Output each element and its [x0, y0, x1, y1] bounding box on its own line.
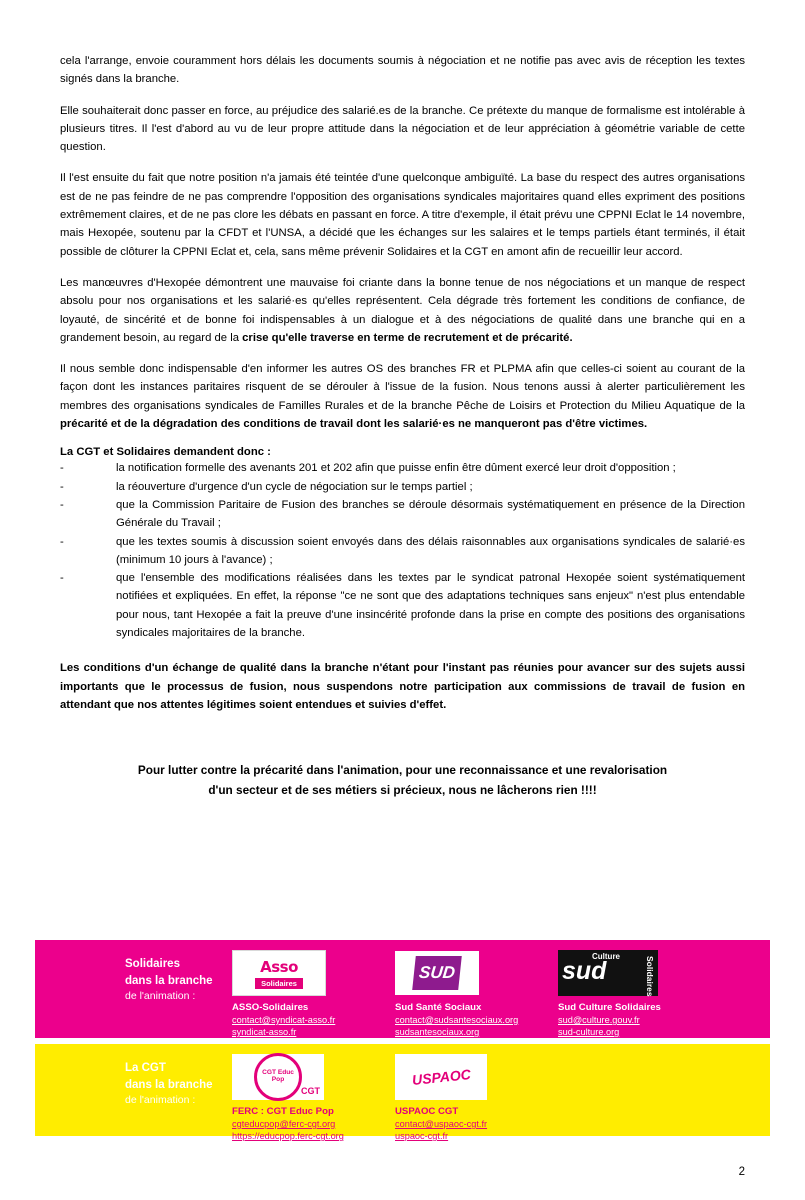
org-asso-solidaires — [232, 950, 395, 1038]
banner-cgt — [35, 1044, 770, 1142]
demand-text: que les textes soumis à discussion soient envoyés dans des délais raisonnables aux organisations syndicales de salarié·es (minimum 10 jours à l'avance) ; — [116, 535, 745, 566]
sud-culture-logo-top: Culture — [592, 952, 620, 961]
paragraph-1: cela l'arrange, envoie couramment hors délais les documents soumis à négociation et ne notifie pas avec avis de réception les textes signés dans la branche. — [60, 55, 745, 86]
org-email-link[interactable]: contact@sudsantesociaux.org — [395, 1014, 519, 1025]
demand-dash: - — [60, 480, 64, 493]
paragraph-2: Elle souhaiterait donc passer en force, au préjudice des salarié.es de la branche. Ce prétexte du manque de formalisme est intolérable à plusieurs titres. Il l'est d'abord au vu de leur propre attitude dans la négociation et de leur appréciation à géométrie variable de cette question. — [60, 104, 745, 154]
demand-text: que l'ensemble des modifications réalisées dans les textes par le syndicat patronal Hexopée soient systématiquement notifiées et expliquées. En effet, la réponse "ce ne sont que des adaptations techniques sans enjeux" n'est plus entendable pour nous, tant Hexopée a fait la preuve d'une insincérité profonde dans la prise en compte des positions des organisations syndicales majoritaires de la branche. — [116, 572, 745, 640]
org-name: Sud Santé Sociaux — [395, 1002, 482, 1013]
page-number: 2 — [738, 1166, 745, 1178]
org-sud-sante-sociaux — [395, 950, 558, 1038]
closing-paragraph: Les conditions d'un échange de qualité dans la branche n'étant pour l'instant pas réunies pour avancer sur des sujets aussi importants que le processus de fusion, nous suspendons notre participation aux commissions de travail de fusion en attendant que nos attentes légitimes soient entendues et suivies d'effet. — [60, 662, 745, 711]
demand-dash: - — [60, 535, 64, 548]
sud-culture-logo-main: sud — [562, 957, 607, 985]
paragraph-5-text: Il nous semble donc indispensable d'en informer les autres OS des branches FR et PLPMA afin que celles-ci soient au courant de la façon dont les instances paritaires risquent de se dérouler à l'issue de la fusion. Nous tenons aussi à alerter particulièrement les membres des organisations syndicales de Familles Rurales et de la branche Pêche de Loisirs et Protection du Milieu Aquatique de la — [60, 363, 745, 412]
org-website-link[interactable]: uspaoc-cgt.fr — [395, 1131, 449, 1142]
banner-heading-line1: La CGT — [125, 1062, 166, 1074]
org-email-link[interactable]: contact@syndicat-asso.fr — [232, 1014, 336, 1025]
demand-item-2 — [60, 478, 745, 496]
org-email-link[interactable]: contact@uspaoc-cgt.fr — [395, 1118, 488, 1129]
org-name: ASSO-Solidaires — [232, 1002, 309, 1013]
banner-heading-line2: dans la branche — [125, 1078, 213, 1091]
sud-culture-solidaires-icon — [558, 950, 713, 996]
slogan — [60, 760, 745, 800]
ferc-logo-ring: CGT Educ Pop — [254, 1053, 302, 1101]
banner-heading-line3: de l'animation : — [125, 990, 196, 1003]
org-sud-culture-solidaires — [558, 950, 721, 1038]
demands-title: La CGT et Solidaires demandent donc : — [60, 446, 271, 459]
demand-item-4 — [60, 533, 745, 570]
slogan-line-1: Pour lutter contre la précarité dans l'animation, pour une reconnaissance et une revalorisation — [137, 763, 668, 778]
demand-dash: - — [60, 572, 64, 585]
demand-dash: - — [60, 462, 64, 475]
demand-dash: - — [60, 498, 64, 511]
paragraph-4-text: Les manœuvres d'Hexopée démontrent une mauvaise foi criante dans la bonne tenue de nos négociations et un manque de respect absolu pour nos organisations et les salarié·es qu'elles représentent. Cela dégrade très fortement les conditions de confiance, de loyauté, de sincérité et de bonne foi indispensables à un dialogue et à des négociations de qualité dans une branche qui en a grandement besoin, au regard de la — [60, 276, 745, 344]
paragraph-5 — [60, 360, 745, 433]
org-email-link[interactable]: cgteducpop@ferc-cgt.org — [232, 1118, 336, 1129]
asso-solidaires-icon — [232, 950, 387, 996]
banner-heading-line3: de l'animation : — [125, 1094, 196, 1107]
banner-heading-line1: Solidaires — [125, 958, 180, 970]
paragraph-4 — [60, 274, 745, 347]
footer-banners — [35, 940, 770, 1142]
uspaoc-logo-text: USPAOC — [410, 1065, 472, 1089]
org-ferc-cgt-educ-pop — [232, 1054, 395, 1142]
ferc-logo-cgt: CGT — [301, 1086, 320, 1096]
sud-culture-logo-side: Solidaires — [645, 956, 655, 997]
asso-logo-bottom: Solidaires — [255, 978, 303, 989]
sud-sante-logo-text: SUD — [412, 956, 462, 990]
org-uspaoc-cgt — [395, 1054, 558, 1142]
demand-item-1 — [60, 459, 745, 477]
ferc-cgt-educ-pop-icon — [232, 1054, 387, 1100]
banner-solidaires-heading — [47, 950, 232, 1005]
org-website-link[interactable]: syndicat-asso.fr — [232, 1027, 297, 1038]
org-website-link[interactable]: sud-culture.org — [558, 1027, 620, 1038]
banner-solidaires — [35, 940, 770, 1038]
org-name: USPAOC CGT — [395, 1106, 459, 1117]
banner-cgt-heading — [47, 1054, 232, 1109]
demand-text: que la Commission Paritaire de Fusion des branches se déroule désormais systématiquement en présence de la Direction Générale du Travail ; — [116, 498, 745, 530]
asso-logo-top: Asso — [260, 957, 298, 976]
banner-heading-line2: dans la branche — [125, 974, 213, 987]
slogan-line-2: d'un secteur et de ses métiers si précieux, nous ne lâcherons rien !!!! — [208, 783, 597, 798]
org-website-link[interactable]: https://educpop.ferc-cgt.org — [232, 1131, 344, 1142]
demand-text: la notification formelle des avenants 201 et 202 afin que puisse enfin être dûment exercé leur droit d'opposition ; — [116, 462, 676, 475]
org-email-link[interactable]: sud@culture.gouv.fr — [558, 1014, 640, 1025]
demand-item-3 — [60, 496, 745, 533]
org-website-link[interactable]: sudsantesociaux.org — [395, 1027, 480, 1038]
paragraph-5-emphasis: précarité et de la dégradation des conditions de travail dont les salarié·es ne manqueront pas d'être victimes. — [60, 418, 648, 431]
paragraph-3: Il l'est ensuite du fait que notre position n'a jamais été teintée d'une quelconque ambiguïté. La base du respect des autres organisations est de ne pas feindre de ne pas comprendre l'opposition des organisations syndicales majoritaires quand elles expriment des positions extrêmement claires, et de ne pas clore les débats en passant en force. A titre d'exemple, il était prévu une CPPNI Eclat le 14 novembre, mais Hexopée, soutenu par la CFDT et l'UNSA, a décidé que les échanges sur les salaires et le temps partiels étant terminés, il était possible de clôturer la CPPNI Eclat et, cela, sans même prévenir Solidaires et la CGT en amont afin de recueillir leur accord. — [60, 172, 745, 258]
demand-item-5 — [60, 569, 745, 642]
org-name: FERC : CGT Educ Pop — [232, 1106, 334, 1117]
demand-text: la réouverture d'urgence d'un cycle de négociation sur le temps partiel ; — [116, 480, 473, 493]
org-name: Sud Culture Solidaires — [558, 1002, 661, 1013]
uspaoc-cgt-icon — [395, 1054, 550, 1100]
sud-sante-sociaux-icon — [395, 950, 550, 996]
paragraph-4-emphasis: crise qu'elle traverse en terme de recrutement et de précarité. — [242, 331, 573, 344]
